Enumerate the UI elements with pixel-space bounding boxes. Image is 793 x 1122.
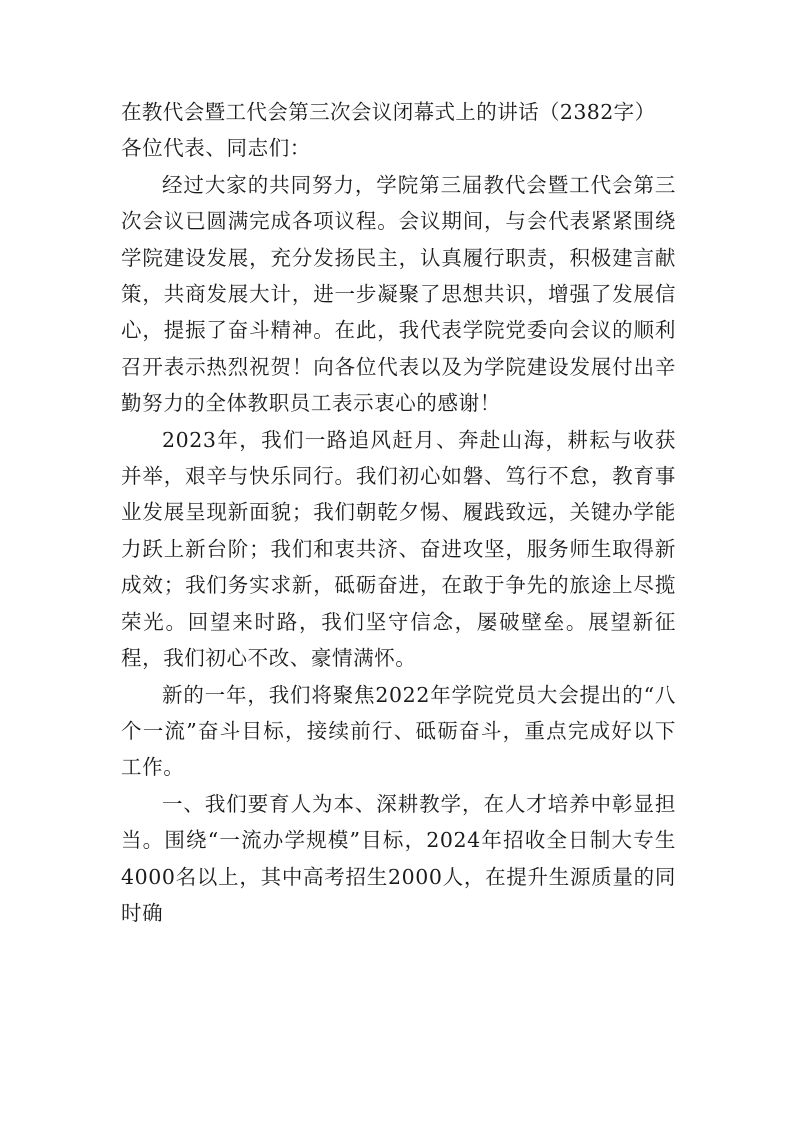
paragraph-review-2023: 2023年，我们一路追风赶月、奔赴山海，耕耘与收获并举，艰辛与快乐同行。我们初心如磐、笃行不怠，教育事业发展呈现新面貌；我们朝乾夕惕、履践致远，关键办学能力跃上新台阶；我们和衷共济、奋进攻坚，服务师生取得新成效；我们务实求新，砥砺奋进，在敢于争先的旅途上尽揽荣光。回望来时路，我们坚守信念，屡破壁垒。展望新征程，我们初心不改、豪情满怀。 (121, 427, 676, 671)
paragraph-opening: 经过大家的共同努力，学院第三届教代会暨工代会第三次会议已圆满完成各项议程。会议期间，与会代表紧紧围绕学院建设发展，充分发扬民主，认真履行职责，积极建言献策，共商发展大计，进一步凝聚了思想共识，增强了发展信心，提振了奋斗精神。在此，我代表学院党委向会议的顺利召开表示热烈祝贺！向各位代表以及为学院建设发展付出辛勤努力的全体教职员工表示衷心的感谢！ (121, 172, 676, 416)
salutation: 各位代表、同志们： (121, 136, 311, 161)
paragraph-new-year-goals: 新的一年，我们将聚焦2022年学院党员大会提出的“八个一流”奋斗目标，接续前行、砥砺奋斗，重点完成好以下工作。 (121, 682, 676, 780)
document-body (121, 94, 676, 931)
speech-title: 在教代会暨工代会第三次会议闭幕式上的讲话（2382字） (121, 100, 656, 124)
paragraph-talent-cultivation: 一、我们要育人为本、深耕教学，在人才培养中彰显担当。围绕“一流办学规模”目标，2024年招收全日制大专生4000名以上，其中高考招生2000人，在提升生源质量的同时确 (121, 791, 676, 925)
